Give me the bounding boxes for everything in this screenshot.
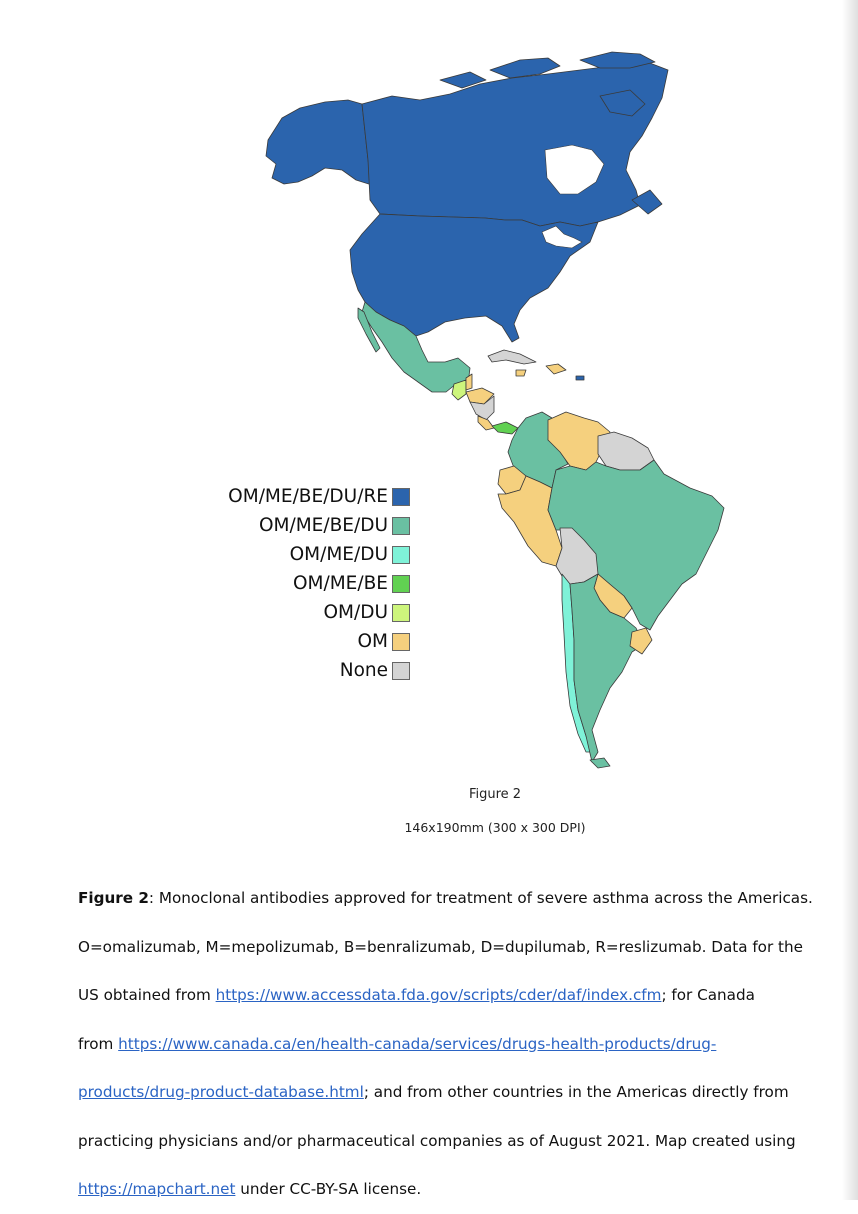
map-region-canada [362,60,668,226]
caption-line [78,971,848,1020]
map-region-hispaniola [546,364,566,374]
legend-label: OM/ME/DU [289,544,388,565]
caption-line [78,1020,848,1069]
legend-label: OM/ME/BE [292,573,388,594]
legend-swatch [392,575,410,593]
caption-text: ; and from other countries in the Americas directly from [363,1083,789,1101]
legend-swatch [392,662,410,680]
mapchart-link[interactable]: https://mapchart.net [78,1180,236,1198]
legend-swatch [392,546,410,564]
figure-title: Figure 2 [468,787,522,802]
map-region-cuba [488,350,536,364]
caption-line: practicing physicians and/or pharmaceutical companies as of August 2021. Map created using [78,1131,796,1150]
legend-item-om-me-du [190,540,410,569]
map-region-alaska [266,100,372,185]
legend-swatch [392,488,410,506]
figure-caption [78,874,848,1214]
caption-line: O=omalizumab, M=mepolizumab, B=benralizumab, D=dupilumab, R=reslizumab. Data for the [78,937,803,956]
map-region-panama [492,422,518,434]
caption-line [78,1068,848,1117]
health-canada-link-continued[interactable]: products/drug-product-database.html [78,1083,364,1101]
map-region-guianas [598,432,654,470]
legend-label: OM/ME/BE/DU [258,515,388,536]
map-region-jamaica [516,370,526,376]
caption-figure-label: Figure 2 [78,889,149,907]
legend-item-om-me-be-du-re [190,482,410,511]
legend-item-none [190,656,410,685]
figure-dimensions: 146x190mm (300 x 300 DPI) [404,820,586,835]
health-canada-link[interactable]: https://www.canada.ca/en/health-canada/services/drugs-health-products/drug- [118,1034,717,1053]
caption-text: ; for Canada [661,986,755,1004]
legend-label: OM [357,631,388,652]
caption-text: US obtained from [78,986,216,1004]
map-legend [190,482,410,685]
fda-link[interactable]: https://www.accessdata.fda.gov/scripts/cder/daf/index.cfm [215,986,662,1004]
caption-line [78,874,848,923]
caption-text: under CC-BY-SA license. [235,1180,422,1198]
legend-item-om-me-be-du [190,511,410,540]
map-region-puerto-rico [576,376,584,380]
legend-item-om [190,627,410,656]
caption-text: : Monoclonal antibodies approved for treatment of severe asthma across the Americas. [148,889,813,907]
page-edge-shadow [842,0,858,1200]
legend-swatch [392,604,410,622]
map-region-tierra-del-fuego [590,758,610,768]
legend-swatch [392,517,410,535]
legend-swatch [392,633,410,651]
legend-label: OM/DU [323,602,388,623]
legend-item-om-me-be [190,569,410,598]
legend-label: None [339,660,388,681]
legend-label: OM/ME/BE/DU/RE [228,486,388,507]
caption-line [78,1165,848,1214]
caption-text: from [78,1034,119,1053]
legend-item-om-du [190,598,410,627]
